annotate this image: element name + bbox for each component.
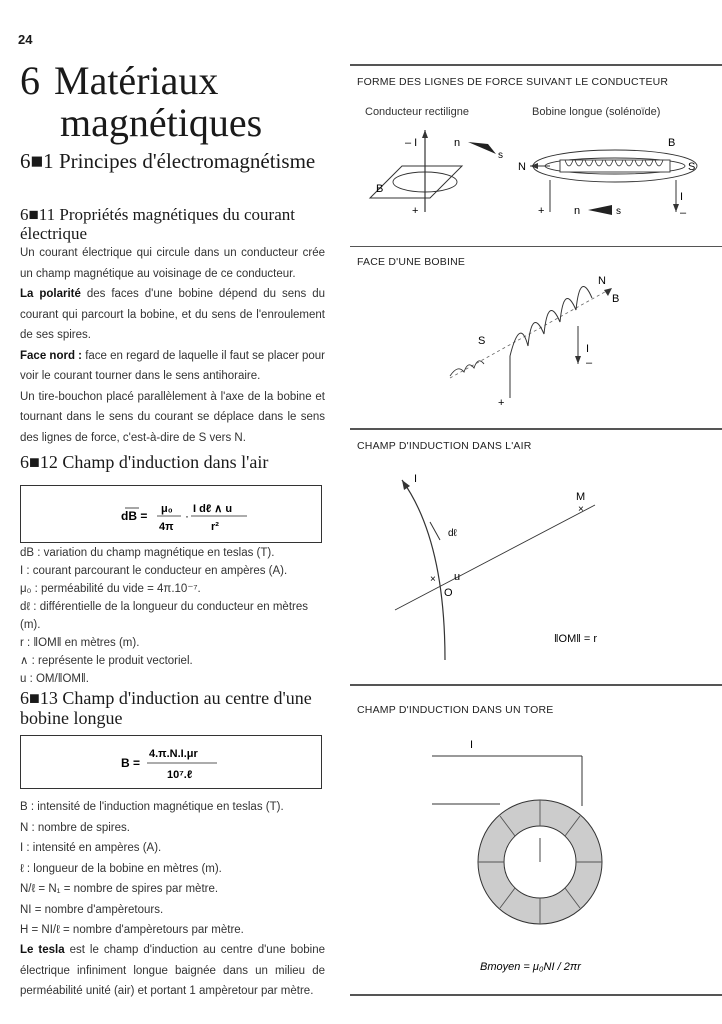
formula-lhs: dB = [121,509,148,523]
para-1: Un courant électrique qui circule dans un conducteur crée un champ magnétique au voisinage de ce conducteur. [20,247,325,280]
def-list-6-12 [20,544,330,688]
section-6-12-number: 6■12 [20,452,58,472]
coil-spiral [510,286,592,356]
formula-box-biot-savart [20,485,322,543]
label-n-big: N [518,161,526,173]
line-om [395,505,595,610]
label-i: I [680,191,684,203]
chapter-number: 6 [20,58,40,103]
para-4: Un tire-bouchon placé parallèlement à l'axe de la bobine et tournant dans le sens du courant se déplace dans le sens des lignes de force, c'est-à-dire de S vers N. [20,390,325,444]
page-number: 24 [18,32,33,47]
section-6-13-number: 6■13 [20,688,58,708]
section-6-11-body [20,243,325,448]
section-6-1-number: 6■1 [20,149,54,173]
section-6-13-heading [20,688,340,728]
section-6-12-title: Champ d'induction dans l'air [62,452,269,472]
section-6-11-number: 6■11 [20,205,56,224]
def-item: N/ℓ = N₁ = nombre de spires par mètre. [20,883,219,895]
section-6-13-title: Champ d'induction au centre d'une bobine longue [20,688,312,728]
label-minus-fig2: – [586,357,593,369]
label-minus: – [680,207,687,219]
para-3-text: face en regard de laquelle il faut se placer pour voir le courant tourner dans le sens antihoraire. [20,349,325,382]
arrow-b-icon [604,288,612,296]
arrow-up-icon [422,130,428,138]
chapter-title-line1: Matériaux [54,58,219,103]
def-item: NI = nombre d'ampèretours. [20,903,164,916]
def-item: B : intensité de l'induction magnétique en teslas (T). [20,801,284,813]
label-s-2: s [616,206,621,217]
para-2-bold: La polarité [20,288,81,300]
fig1-heading: FORME DES LIGNES DE FORCE SUIVANT LE CONDUCTEUR [357,76,669,88]
section-6-11-heading [20,205,340,243]
tesla-bold: Le tesla [20,944,65,956]
chapter-title-line2: magnétiques [60,100,263,145]
point-m-marker: × [578,504,584,515]
point-o-marker: × [430,574,436,585]
label-s-big: S [688,161,696,173]
label-i-fig4: I [470,739,474,751]
formula-4pi: 4π [159,521,174,533]
formula-lhs-b: B = [121,756,141,770]
def-item: I : courant parcourant le conducteur en ampères (A). [20,565,288,577]
formula-box-solenoid [20,735,322,789]
rule-fig2 [350,246,722,247]
fig1-right-label: Bobine longue (solénoïde) [532,106,661,118]
compass-needle-2-icon [588,205,612,215]
label-s: s [498,150,503,161]
fig1-diagram [350,120,722,220]
para-2-text: des faces d'une bobine dépend du sens du courant qui parcourt la bobine, et du sens de l'enroulement de ses spires. [20,288,326,341]
label-n-2: n [574,205,581,217]
label-b-fig2: B [612,293,620,305]
def-item: I : intensité en ampères (A). [20,842,162,854]
def-item: ∧ : représente le produit vectoriel. [20,655,193,667]
fig2-diagram [350,266,722,416]
arrow-i-icon [402,480,410,490]
label-n-fig2: N [598,275,606,287]
label-dl: dℓ [448,528,457,539]
tesla-definition [20,940,325,1002]
para-3-bold: Face nord : [20,349,82,362]
formula-denominator: r² [211,521,219,533]
formula-solenoid [21,736,321,788]
fig3-diagram [350,460,722,660]
label-om-eq: ‖OM‖ = r [554,633,598,645]
solenoid-coil [560,160,670,172]
tesla-text: est le champ d'induction au centre d'une bobine électrique infiniment longue baignée dans un milieu de perméabilité unité (air) et portant 1 ampèretour par mètre. [20,944,326,997]
rule-fig4 [350,684,722,686]
formula-solenoid-denominator: 10⁷.ℓ [167,769,193,781]
def-item: u : OM/‖OM‖. [20,673,89,685]
def-item: N : nombre de spires. [20,821,130,834]
label-o: O [444,587,453,599]
def-item: H = NI/ℓ = nombre d'ampèretours par mètre. [20,924,244,936]
rule-bottom [350,994,722,996]
arrow-down-fig2-icon [575,356,581,364]
label-n: n [454,137,461,149]
label-plus-2: + [538,205,545,217]
fig3-heading: CHAMP D'INDUCTION DANS L'AIR [357,440,532,452]
fig2-heading: FACE D'UNE BOBINE [357,256,466,268]
label-s-fig2: S [478,335,486,347]
arrow-down-icon [673,204,679,212]
def-item: μ₀ : perméabilité du vide = 4π.10⁻⁷. [20,583,201,595]
para-2 [20,284,325,346]
def-item: dB : variation du champ magnétique en teslas (T). [20,547,275,559]
fig1-left-label: Conducteur rectiligne [365,106,469,118]
def-item: ℓ : longueur de la bobine en mètres (m). [20,862,222,875]
formula-solenoid-numerator: 4.π.N.I.μr [149,748,198,760]
fig4-diagram [350,720,722,990]
formula-biot-savart [21,486,321,542]
para-3 [20,346,325,387]
section-6-12-heading [20,452,340,473]
section-6-11-title: Propriétés magnétiques du courant électrique [20,205,295,243]
def-item: r : ‖OM‖ en mètres (m). [20,637,140,649]
formula-numerator: I dℓ ∧ u [193,503,233,515]
formula-mu0: μ₀ [161,503,173,515]
plane-parallelogram [370,166,462,198]
conductor-curve [402,480,445,660]
label-m: M [576,491,586,503]
label-b-solenoid: B [668,137,676,149]
label-plus-fig2: + [498,397,505,409]
rule-top [350,64,722,66]
formula-dot: · [185,509,189,523]
label-minus-i: – I [405,137,418,149]
label-b: B [376,183,384,195]
section-6-1-title: Principes d'électromagnétisme [58,149,316,173]
fig4-heading: CHAMP D'INDUCTION DANS UN TORE [357,704,554,716]
label-formula-fig4: Bmoyen = μ₀NI / 2πr [480,961,581,973]
section-6-1-heading [20,150,340,173]
label-plus: + [412,205,419,217]
rule-fig3 [350,428,722,430]
def-item: dℓ : différentielle de la longueur du conducteur en mètres (m). [20,601,308,631]
def-list-6-13 [20,797,330,941]
vector-dl [430,522,440,540]
chapter-title [20,60,340,144]
compass-needle-icon [468,142,496,154]
label-u: u [454,571,461,583]
label-i-fig3: I [414,473,418,485]
label-i-fig2: I [586,343,590,355]
